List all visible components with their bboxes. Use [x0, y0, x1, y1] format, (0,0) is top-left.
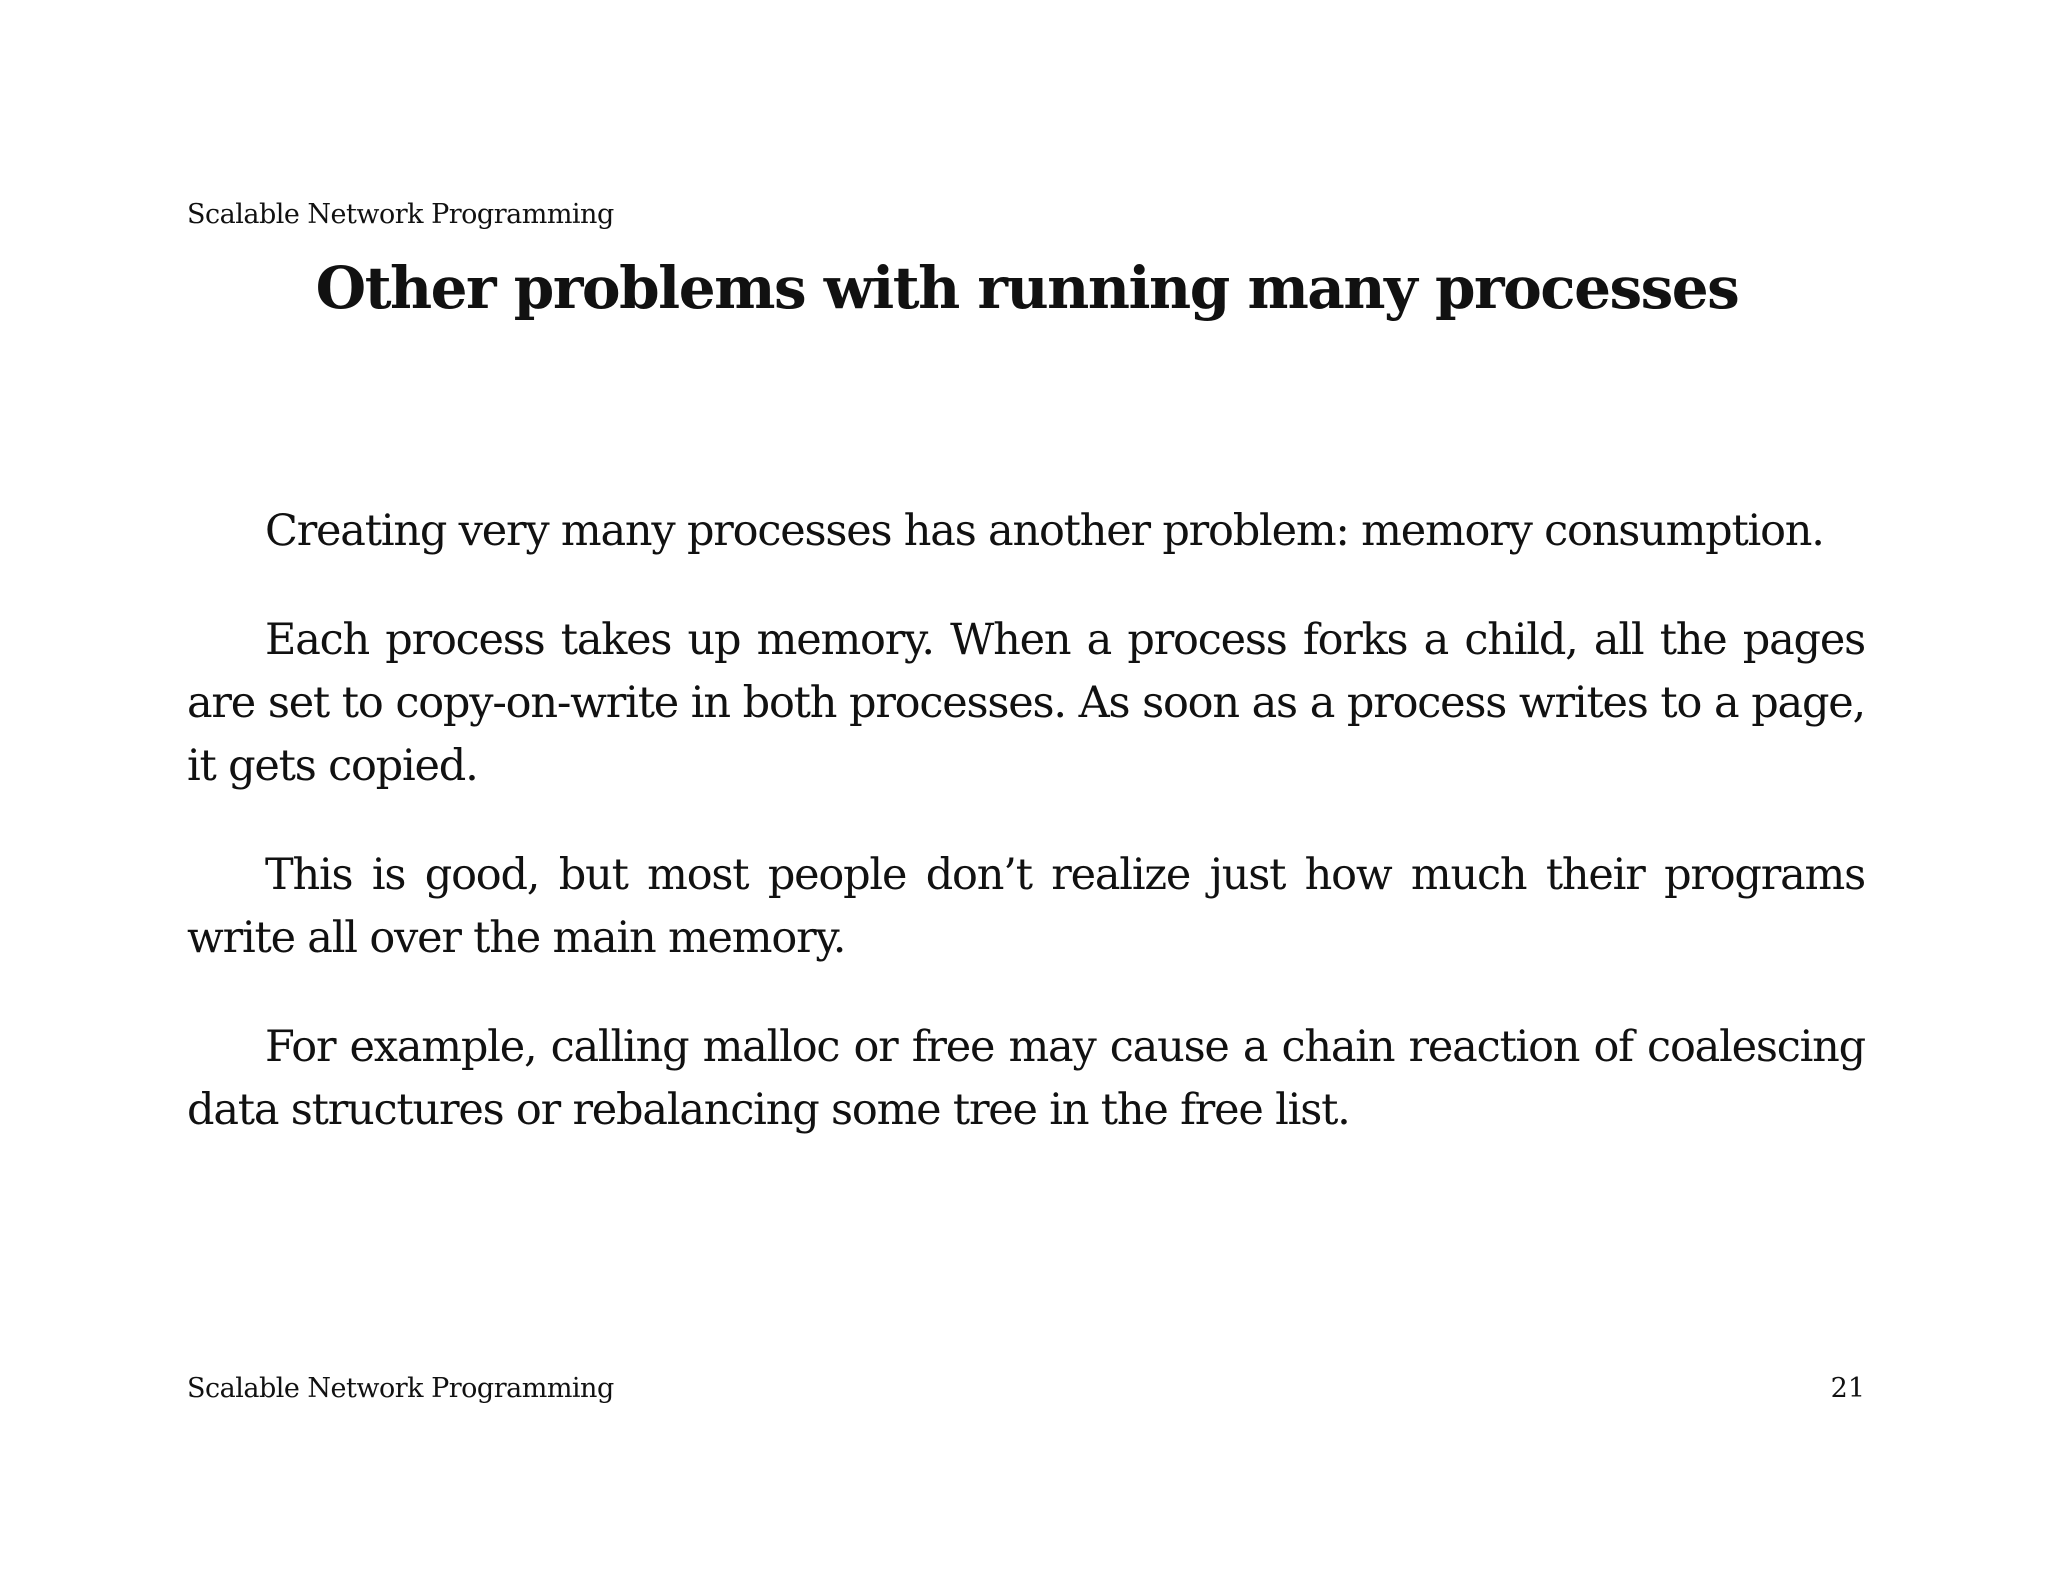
page-number: 21: [1830, 1373, 1865, 1404]
running-header: Scalable Network Programming: [187, 199, 614, 230]
slide-body: [187, 500, 1865, 1188]
paragraph-memory-consumption: Creating very many processes has another problem: memory consumption.: [265, 506, 1824, 556]
paragraph-write-memory: This is good, but most people don’t realize just how much their programs write all over the main memory.: [187, 850, 1865, 963]
running-footer: Scalable Network Programming: [187, 1373, 614, 1404]
paragraph-malloc-example: For example, calling malloc or free may cause a chain reaction of coalescing data structures or rebalancing some tree in the free list.: [187, 1022, 1865, 1135]
paragraph-copy-on-write: Each process takes up memory. When a process forks a child, all the pages are set to copy-on-write in both processes. As soon as a process writes to a page, it gets copied.: [187, 615, 1865, 791]
slide-title: Other problems with running many processes: [315, 254, 1739, 322]
